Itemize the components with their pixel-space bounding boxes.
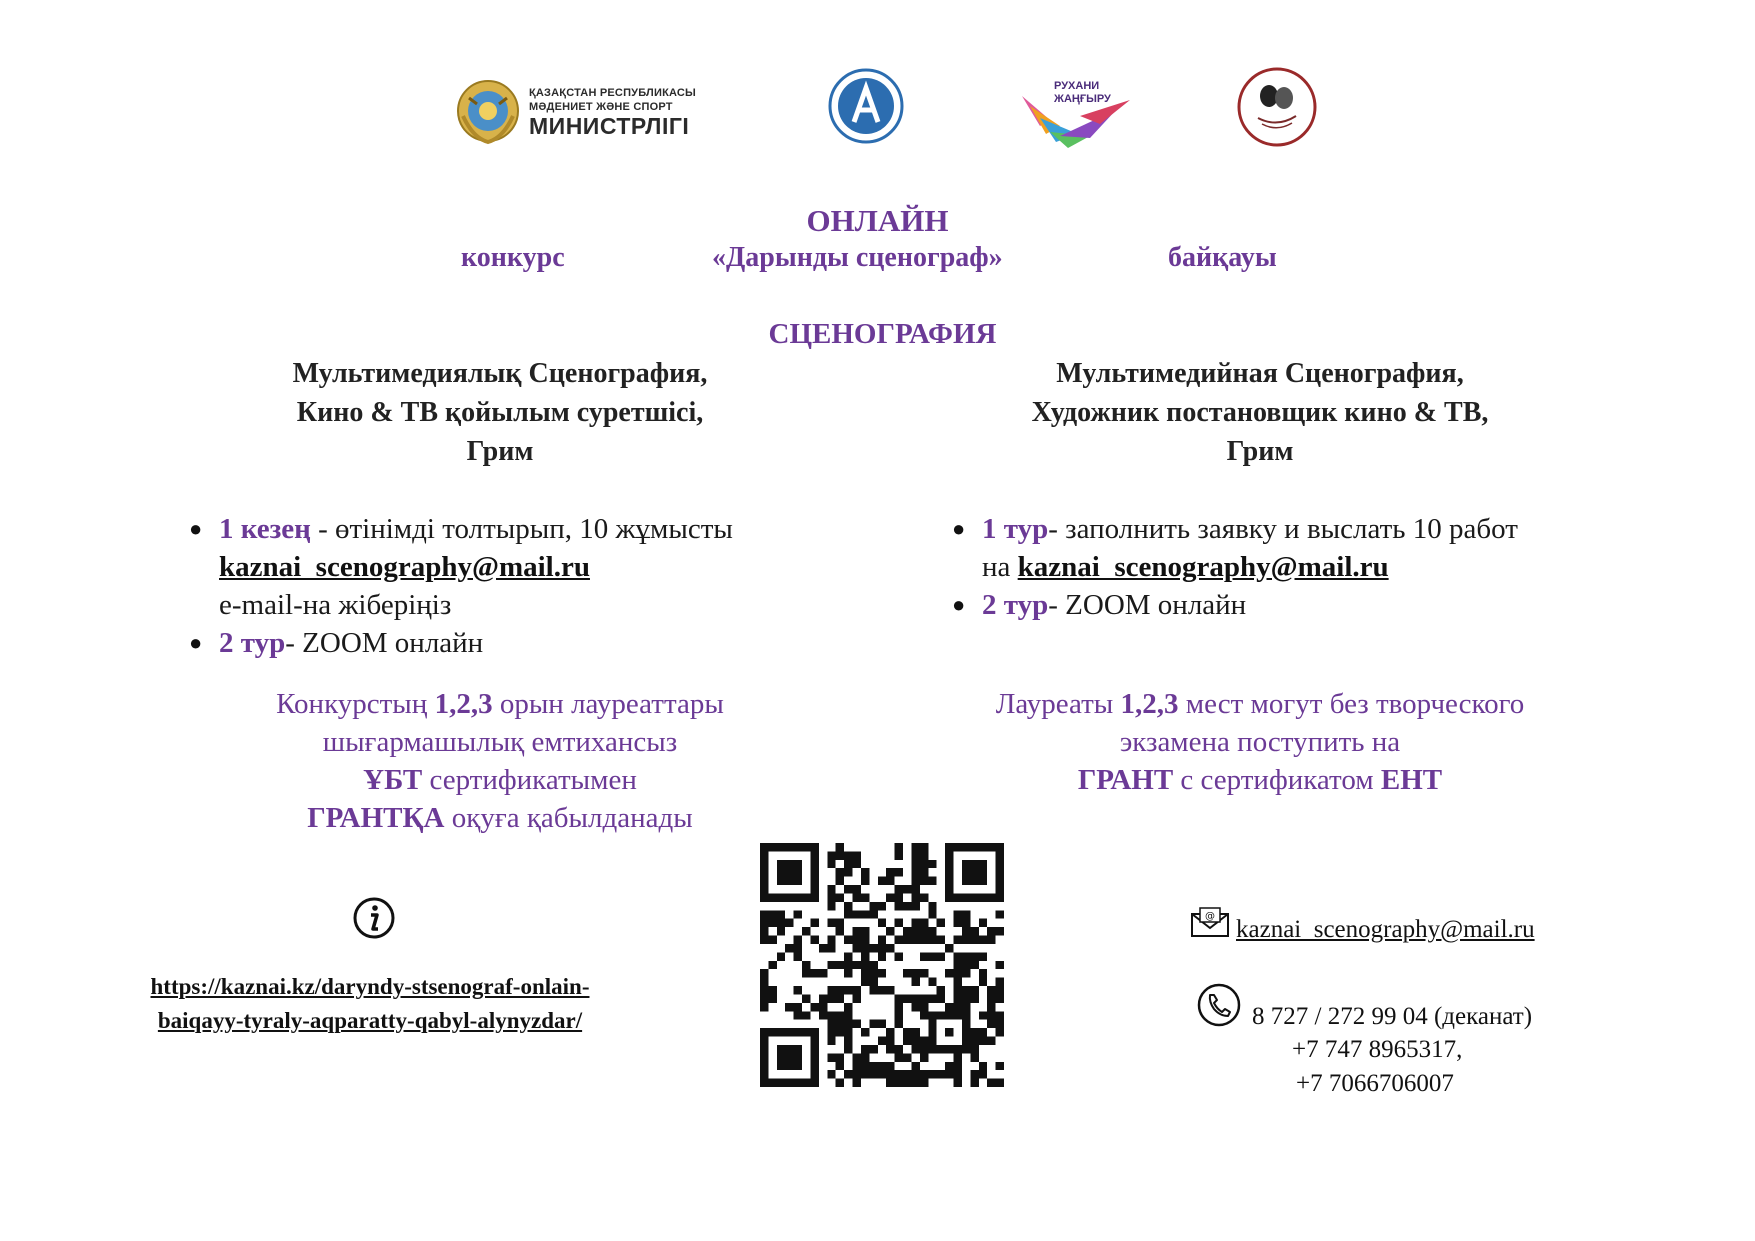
left-head-line2: Кино & ТВ қойылым суретшісі,	[296, 397, 704, 428]
left-step-2	[189, 624, 839, 662]
left-step1-email-link[interactable]: kaznai_scenography@mail.ru	[219, 551, 590, 583]
right-step2-label: 2 тур	[982, 589, 1049, 621]
ministry-line2: МӘДЕНИЕТ ЖӘНЕ СПОРТ	[529, 101, 673, 113]
heading-title: «Дарынды сценограф»	[712, 242, 1003, 273]
left-laur-d: шығармашылық емтихансыз	[322, 726, 678, 758]
ministry-line3: МИНИСТРЛІГІ	[529, 113, 690, 139]
right-laur-c: мест могут без творческого	[1178, 688, 1525, 720]
bullet: ●	[952, 592, 966, 617]
right-step1-email-link[interactable]: kaznai_scenography@mail.ru	[1017, 551, 1389, 583]
contact-email-link[interactable]: kaznai_scenography@mail.ru	[1236, 916, 1535, 943]
heading-konkurs: конкурс	[461, 242, 565, 273]
a-logo-icon	[826, 66, 906, 146]
left-step1-text: - өтінімді толтырып, 10 жұмысты	[310, 513, 733, 545]
right-steps-list	[952, 510, 1662, 624]
bullet: ●	[952, 516, 966, 541]
ruhani-line2: ЖАҢҒЫРУ	[1054, 93, 1111, 105]
right-laur-f: с сертификатом	[1173, 764, 1381, 796]
right-column-heading	[960, 354, 1560, 471]
right-step-1	[952, 510, 1662, 586]
right-laur-b: 1,2,3	[1120, 688, 1179, 720]
left-step2-label: 2 тур	[219, 627, 286, 659]
right-head-line1: Мультимедийная Сценография,	[1056, 358, 1464, 389]
theatre-masks-icon	[1236, 66, 1318, 148]
right-laureates	[940, 685, 1580, 799]
phone-deanery[interactable]: 8 727 / 272 99 04 (деканат)	[1252, 1003, 1533, 1030]
ruhani-logo	[1020, 76, 1132, 152]
right-laur-a: Лауреаты	[995, 688, 1121, 720]
left-laur-c: орын лауреаттары	[492, 688, 724, 720]
info-url-link[interactable]	[110, 970, 630, 1038]
ministry-logo	[455, 76, 700, 150]
heading-online: ОНЛАЙН	[806, 203, 949, 238]
phone-icon	[1196, 982, 1242, 1028]
left-laur-e: ҰБТ	[363, 764, 423, 796]
left-step1-tail: e-mail-на жіберіңіз	[219, 589, 452, 621]
heading-baikauy: байқауы	[1168, 242, 1277, 273]
right-laur-e: ГРАНТ	[1077, 764, 1174, 796]
heading-scenography: СЦЕНОГРАФИЯ	[768, 318, 997, 350]
left-laur-f: сертификатымен	[422, 764, 637, 796]
ministry-line1: ҚАЗАҚСТАН РЕСПУБЛИКАСЫ	[529, 87, 696, 99]
left-laureates	[200, 685, 800, 837]
left-laur-a: Конкурстың	[276, 688, 435, 720]
emblem-icon	[455, 76, 521, 146]
left-head-line1: Мультимедиялық Сценография,	[292, 358, 708, 389]
info-url-line2: baiqayy-tyraly-aqparatty-qabyl-alynyzdar/	[157, 1008, 583, 1033]
bullet: ●	[189, 630, 203, 655]
right-step1-label: 1 тур	[982, 513, 1049, 545]
phone-mobile-2[interactable]: +7 7066706007	[1296, 1070, 1454, 1097]
left-step-1	[189, 510, 839, 624]
left-column-heading	[200, 354, 800, 471]
left-steps-list	[189, 510, 839, 662]
left-laur-h: оқуға қабылданады	[444, 802, 693, 834]
qr-code[interactable]	[760, 843, 1004, 1087]
right-step1-pre: на	[982, 551, 1018, 583]
right-step1-text: - заполнить заявку и выслать 10 работ	[1048, 513, 1518, 545]
info-url-line1: https://kaznai.kz/daryndy-stsenograf-onlain-	[150, 974, 590, 999]
right-head-line3: Грим	[1226, 436, 1294, 467]
mail-icon	[1190, 906, 1230, 938]
right-laur-g: ЕНТ	[1380, 764, 1443, 796]
right-head-line2: Художник постановщик кино & ТВ,	[1031, 397, 1489, 428]
svg-text:@: @	[1205, 911, 1215, 922]
right-laur-d: экзамена поступить на	[1119, 726, 1401, 758]
bullet: ●	[189, 516, 203, 541]
left-step2-text: - ZOOM онлайн	[285, 627, 484, 659]
left-laur-g: ГРАНТҚА	[307, 802, 445, 834]
info-icon	[352, 896, 396, 940]
phone-mobile-1[interactable]: +7 747 8965317,	[1292, 1036, 1463, 1063]
ruhani-line1: РУХАНИ	[1054, 80, 1100, 92]
right-step2-text: - ZOOM онлайн	[1048, 589, 1247, 621]
right-step-2	[952, 586, 1662, 624]
left-laur-b: 1,2,3	[434, 688, 493, 720]
left-head-line3: Грим	[466, 436, 534, 467]
left-step1-label: 1 кезең	[219, 513, 311, 545]
